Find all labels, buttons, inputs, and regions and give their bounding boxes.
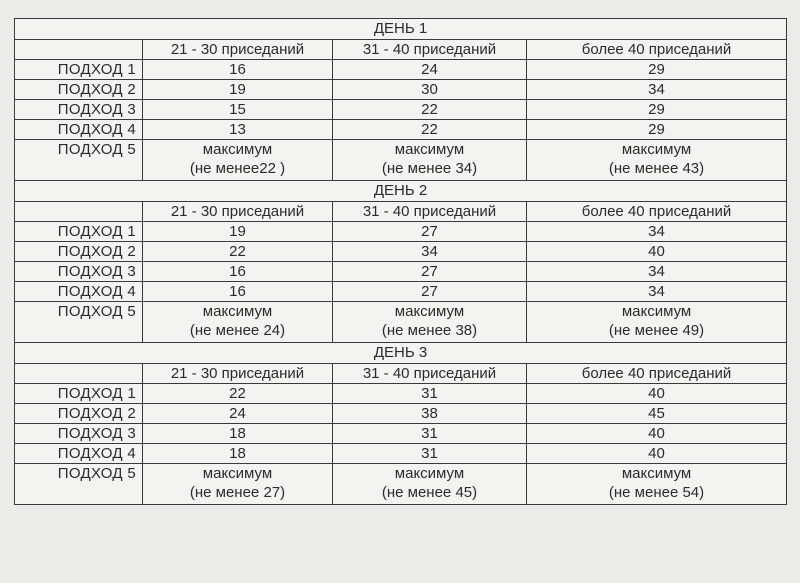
max-word: максимум (621, 303, 692, 320)
max-value-cell (143, 140, 333, 181)
min-requirement: (не менее 24) (189, 322, 286, 339)
max-word: максимум (621, 465, 692, 482)
rep-value: 19 (143, 80, 333, 100)
day-title: ДЕНЬ 3 (15, 343, 787, 364)
set-label: ПОДХОД 3 (15, 100, 143, 120)
set-label: ПОДХОД 1 (15, 222, 143, 242)
max-value-cell (143, 464, 333, 505)
rep-value: 22 (333, 100, 527, 120)
rep-value: 27 (333, 222, 527, 242)
rep-value: 40 (527, 242, 787, 262)
squat-plan-sheet (14, 18, 786, 578)
min-requirement: (не менее 54) (608, 484, 705, 501)
max-word: максимум (621, 141, 692, 158)
set-label: ПОДХОД 4 (15, 282, 143, 302)
column-header: 21 - 30 приседаний (143, 40, 333, 60)
rep-value: 22 (143, 242, 333, 262)
rep-value: 16 (143, 282, 333, 302)
max-word: максимум (394, 465, 465, 482)
rep-value: 40 (527, 384, 787, 404)
set-label: ПОДХОД 2 (15, 242, 143, 262)
rep-value: 45 (527, 404, 787, 424)
set-row (15, 262, 787, 282)
set-label: ПОДХОД 2 (15, 404, 143, 424)
column-header: 31 - 40 приседаний (333, 202, 527, 222)
min-requirement: (не менее22 ) (189, 160, 286, 177)
rep-value: 34 (527, 222, 787, 242)
rep-value: 31 (333, 424, 527, 444)
column-header-row (15, 364, 787, 384)
rep-value: 34 (527, 282, 787, 302)
max-value-cell (333, 140, 527, 181)
min-requirement: (не менее 45) (381, 484, 478, 501)
set-label: ПОДХОД 4 (15, 120, 143, 140)
set-row (15, 60, 787, 80)
min-requirement: (не менее 34) (381, 160, 478, 177)
set-row (15, 100, 787, 120)
empty-corner-cell (15, 364, 143, 384)
set-row (15, 404, 787, 424)
day-title: ДЕНЬ 1 (15, 19, 787, 40)
day-title-row (15, 181, 787, 202)
max-word: максимум (202, 141, 273, 158)
set-label: ПОДХОД 4 (15, 444, 143, 464)
rep-value: 22 (333, 120, 527, 140)
min-requirement: (не менее 43) (608, 160, 705, 177)
max-word: максимум (202, 303, 273, 320)
squat-plan-table (14, 18, 787, 505)
column-header: более 40 приседаний (527, 40, 787, 60)
rep-value: 40 (527, 444, 787, 464)
rep-value: 34 (333, 242, 527, 262)
set-row (15, 424, 787, 444)
rep-value: 30 (333, 80, 527, 100)
max-word: максимум (394, 141, 465, 158)
set-row (15, 222, 787, 242)
day-title-row (15, 19, 787, 40)
rep-value: 24 (143, 404, 333, 424)
rep-value: 31 (333, 384, 527, 404)
set-label: ПОДХОД 5 (15, 302, 143, 343)
rep-value: 31 (333, 444, 527, 464)
column-header: более 40 приседаний (527, 202, 787, 222)
rep-value: 24 (333, 60, 527, 80)
column-header: более 40 приседаний (527, 364, 787, 384)
rep-value: 18 (143, 424, 333, 444)
max-value-cell (527, 140, 787, 181)
column-header: 31 - 40 приседаний (333, 364, 527, 384)
rep-value: 19 (143, 222, 333, 242)
rep-value: 27 (333, 262, 527, 282)
rep-value: 16 (143, 262, 333, 282)
rep-value: 29 (527, 100, 787, 120)
set-label: ПОДХОД 3 (15, 262, 143, 282)
rep-value: 16 (143, 60, 333, 80)
set-label: ПОДХОД 1 (15, 60, 143, 80)
max-word: максимум (394, 303, 465, 320)
set-row (15, 444, 787, 464)
rep-value: 15 (143, 100, 333, 120)
rep-value: 34 (527, 262, 787, 282)
max-set-row (15, 302, 787, 343)
set-row (15, 384, 787, 404)
min-requirement: (не менее 49) (608, 322, 705, 339)
rep-value: 18 (143, 444, 333, 464)
set-label: ПОДХОД 5 (15, 140, 143, 181)
max-set-row (15, 140, 787, 181)
rep-value: 38 (333, 404, 527, 424)
set-label: ПОДХОД 5 (15, 464, 143, 505)
max-value-cell (527, 464, 787, 505)
max-value-cell (333, 302, 527, 343)
rep-value: 29 (527, 120, 787, 140)
set-row (15, 120, 787, 140)
day-title-row (15, 343, 787, 364)
rep-value: 27 (333, 282, 527, 302)
day-title: ДЕНЬ 2 (15, 181, 787, 202)
min-requirement: (не менее 27) (189, 484, 286, 501)
max-set-row (15, 464, 787, 505)
max-word: максимум (202, 465, 273, 482)
set-row (15, 80, 787, 100)
empty-corner-cell (15, 202, 143, 222)
set-row (15, 282, 787, 302)
rep-value: 29 (527, 60, 787, 80)
set-label: ПОДХОД 2 (15, 80, 143, 100)
rep-value: 40 (527, 424, 787, 444)
max-value-cell (143, 302, 333, 343)
max-value-cell (333, 464, 527, 505)
rep-value: 13 (143, 120, 333, 140)
max-value-cell (527, 302, 787, 343)
set-row (15, 242, 787, 262)
column-header: 31 - 40 приседаний (333, 40, 527, 60)
column-header-row (15, 202, 787, 222)
set-label: ПОДХОД 1 (15, 384, 143, 404)
rep-value: 22 (143, 384, 333, 404)
column-header: 21 - 30 приседаний (143, 202, 333, 222)
set-label: ПОДХОД 3 (15, 424, 143, 444)
rep-value: 34 (527, 80, 787, 100)
min-requirement: (не менее 38) (381, 322, 478, 339)
empty-corner-cell (15, 40, 143, 60)
column-header-row (15, 40, 787, 60)
column-header: 21 - 30 приседаний (143, 364, 333, 384)
